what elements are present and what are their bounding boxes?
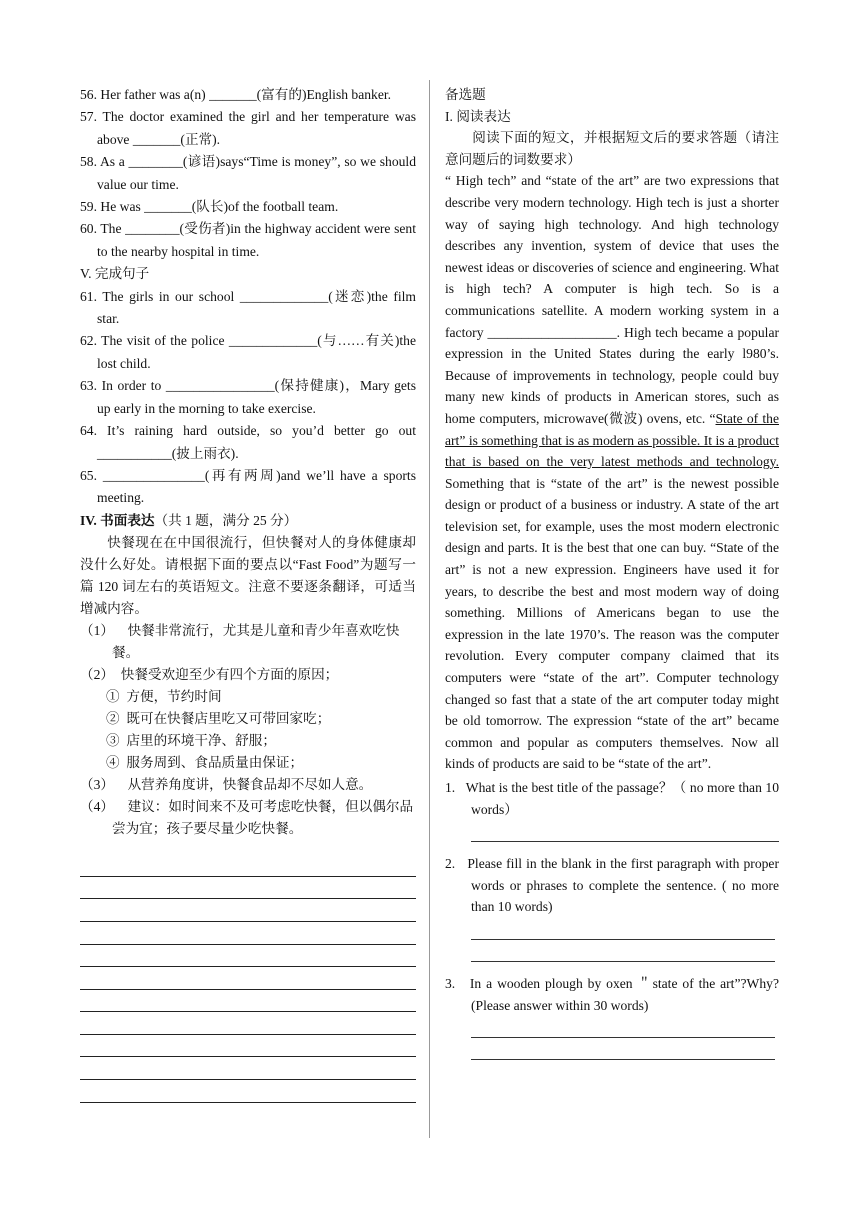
question-62: 62. The visit of the police _____________(与……有关)the lost child. [80,333,416,371]
writing-answer-area[interactable] [80,854,416,1103]
reading-passage [445,170,779,775]
writing-line[interactable] [80,877,416,900]
question-1-text: What is the best title of the passage？（ no more than 10 words） [465,780,779,817]
writing-line[interactable] [80,1012,416,1035]
reason-1-text: 方便，节约时间 [126,689,222,705]
section-iv-title: IV. 书面表达 [80,512,155,528]
passage-start: “ High tech” and “state of the art” are two expressions that describe very modern technology. High tech is just a shorter way of saying high technology. And high technology describes any invention, system of device that uses the newest ideas or discoveries of science and engineering. What is high tech? A computer is high tech. So is a communications satellite. A modern working system in a factory ___________________. High tech became a popular expression in the United States during the early l980’s. Because of improvements in technology, people could buy many new kinds of products in American stores, such as home computers, microwave(微波) ovens, etc. “ [445,173,779,426]
answer-line-3b[interactable] [471,1038,775,1060]
reason-2-no: ② [106,711,120,727]
reason-3 [80,730,416,752]
point-2 [80,664,416,686]
passage-underlined: State of the art” is something that is as modern as possible. It is a product that is based on the very latest methods and technology. [445,410,779,470]
point-1-text: 快餐非常流行，尤其是儿童和青少年喜欢吃快餐。 [112,623,400,661]
point-1 [80,620,416,664]
question-1-no: 1. [445,780,456,795]
question-63: 63. In order to ________________(保持健康)，Mary gets up early in the morning to take exercise. [80,378,416,416]
question-64: 64. It’s raining hard outside, so you’d better go out ___________(披上雨衣). [80,423,416,461]
point-4 [80,796,416,840]
point-3 [80,774,416,796]
reason-4 [80,752,416,774]
reason-1 [80,686,416,708]
answer-line-3a[interactable] [471,1016,775,1038]
question-2 [445,853,779,918]
reading-instruction: 阅读下面的短文，并根据短文后的要求答题（请注意问题后的词数要求） [445,130,779,167]
optional-label: 备选题 [445,87,486,102]
answer-line-1[interactable] [471,820,779,842]
writing-line[interactable] [80,854,416,877]
right-column [445,84,779,1060]
question-61: 61. The girls in our school _____________(迷恋)the film star. [80,288,416,327]
question-1 [445,777,779,820]
point-4-text: 建议：如时间来不及可考虑吃快餐，但以偶尔品尝为宜；孩子要尽量少吃快餐。 [112,799,414,837]
section-iv-heading [80,510,416,532]
reason-3-no: ③ [106,733,120,749]
question-2-text: Please fill in the blank in the first paragraph with proper words or phrases to complete the sentence. ( no more than 10 words) [467,856,779,915]
question-3 [445,973,779,1016]
reason-2 [80,708,416,730]
writing-line[interactable] [80,990,416,1013]
writing-line[interactable] [80,1057,416,1080]
writing-line[interactable] [80,1080,416,1103]
left-column [80,84,416,1103]
passage-end: Something that is “state of the art” is the newest possible design or product of a business or industry. A state of the art television set, for example, uses the most modern electronic design and parts. It is the best that one can buy. “State of the art” is not a new expression. Engineers have used it for years, to describe the best and most modern way of doing something. Millions of Americans began to use the expression in the late 1970’s. The reason was the computer revolution. Every computer company claimed that its computers were “state of the art”. Computer technology changed so fast that a state of the art computer today might be old tomorrow. The expression “state of the art” became common and popular as computers themselves. Now all kinds of products are said to be “state of the art”. [445,475,779,772]
point-2-no: （2） [80,667,114,683]
point-3-no: （3） [80,777,114,793]
point-3-text: 从营养角度讲，快餐食品却不尽如人意。 [127,777,373,793]
writing-line[interactable] [80,1035,416,1058]
question-60: 60. The ________(受伤者)in the highway accident were sent to the nearby hospital in time. [80,221,416,259]
question-56: 56. Her father was a(n) _______(富有的)English banker. [80,87,392,102]
question-3-no: 3. [445,975,456,991]
question-59: 59. He was _______(队长)of the football team. [80,199,339,215]
question-2-no: 2. [445,856,456,872]
reason-4-no: ④ [106,755,120,771]
writing-line[interactable] [80,967,416,990]
point-4-no: （4） [80,799,114,815]
reason-1-no: ① [106,689,120,705]
writing-line[interactable] [80,899,416,922]
writing-intro: 快餐现在在中国很流行，但快餐对人的身体健康却没什么好处。请根据下面的要点以“Fast Food”为题写一篇 120 词左右的英语短文。注意不要逐条翻译，可适当增减内容。 [80,535,416,617]
question-3-text: In a wooden plough by oxen ＂state of the art”?Why?(Please answer within 30 words) [469,975,779,1013]
section-iv-score: （共 1 题，满分 25 分） [154,512,298,528]
answer-line-2a[interactable] [471,918,775,940]
reason-2-text: 既可在快餐店里吃又可带回家吃； [126,711,331,727]
question-58: 58. As a ________(谚语)says“Time is money”, so we should value our time. [80,154,416,192]
question-65: 65. _______________(再有两周)and we’ll have a sports meeting. [80,467,416,506]
reason-4-text: 服务周到、食品质量由保证； [126,755,304,771]
column-divider [429,80,430,1138]
point-1-no: （1） [80,623,114,639]
answer-line-2b[interactable] [471,940,775,962]
section-v-heading: V. 完成句子 [80,266,150,282]
question-57: 57. The doctor examined the girl and her temperature was above _______(正常). [80,109,416,147]
writing-line[interactable] [80,922,416,945]
writing-line[interactable] [80,945,416,968]
section-i-heading: I. 阅读表达 [445,108,511,124]
reason-3-text: 店里的环境干净、舒服； [126,733,276,749]
point-2-text: 快餐受欢迎至少有四个方面的原因； [120,667,339,683]
